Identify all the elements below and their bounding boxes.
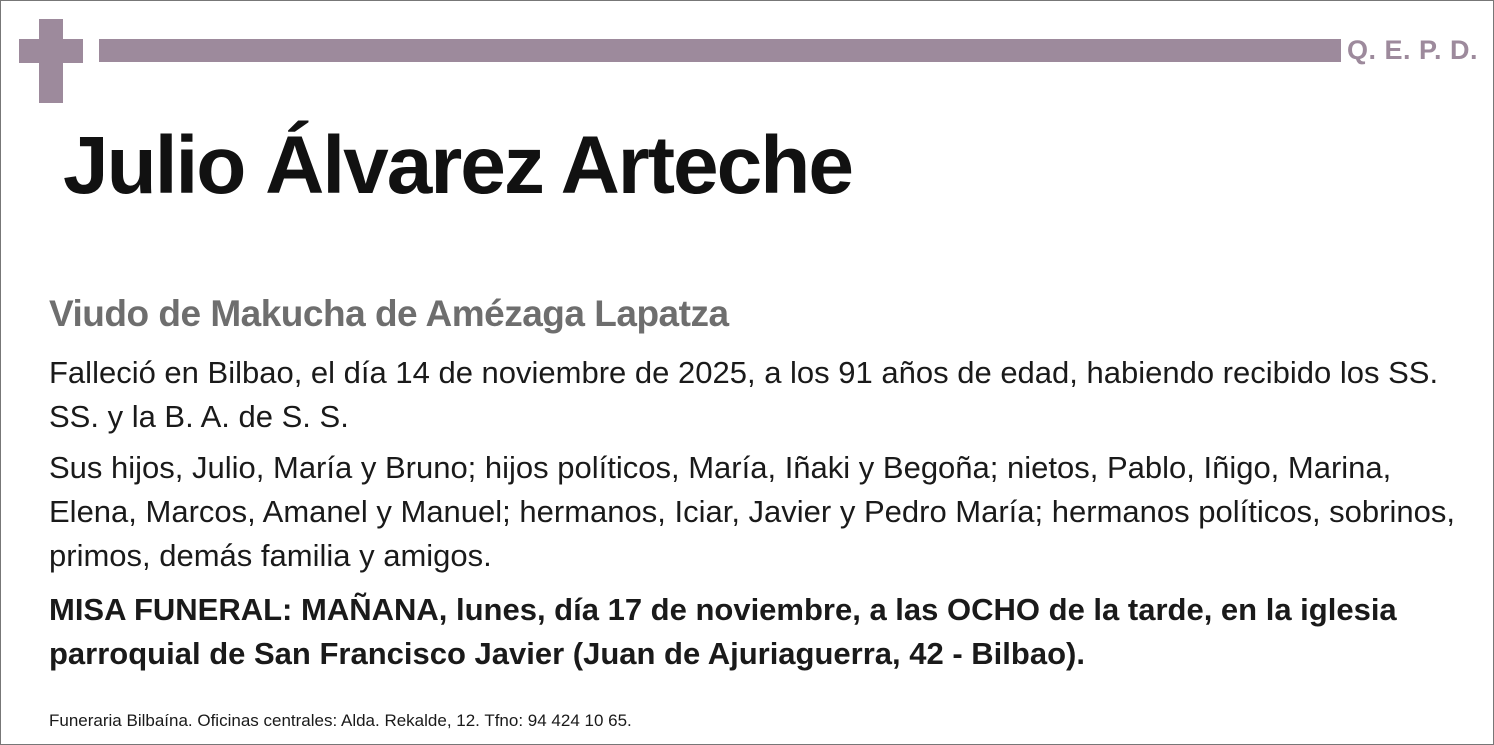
family-paragraph: Sus hijos, Julio, María y Bruno; hijos políticos, María, Iñaki y Begoña; nietos, Pablo, Iñigo, Marina, Elena, Marcos, Amanel y Manuel; hermanos, Iciar, Javier y Pedro María; hermanos políticos, sobrinos, primos, demás familia y amigos. — [49, 450, 1455, 573]
funeral-home-footer: Funeraria Bilbaína. Oficinas centrales: Alda. Rekalde, 12. Tfno: 94 424 10 65. — [49, 711, 632, 730]
cross-horizontal-bar — [19, 39, 83, 63]
widow-line: Viudo de Makucha de Amézaga Lapatza — [49, 293, 729, 334]
death-notice-paragraph: Falleció en Bilbao, el día 14 de noviembre de 2025, a los 91 años de edad, habiendo recibido los SS. SS. y la B. A. de S. S. — [49, 355, 1439, 434]
funeral-mass-paragraph: MISA FUNERAL: MAÑANA, lunes, día 17 de noviembre, a las OCHO de la tarde, en la iglesia parroquial de San Francisco Javier (Juan de Ajuriaguerra, 42 - Bilbao). — [49, 592, 1397, 671]
deceased-name: Julio Álvarez Arteche — [63, 120, 852, 211]
header-divider-bar — [99, 39, 1341, 62]
qepd-label: Q. E. P. D. — [1347, 35, 1479, 65]
